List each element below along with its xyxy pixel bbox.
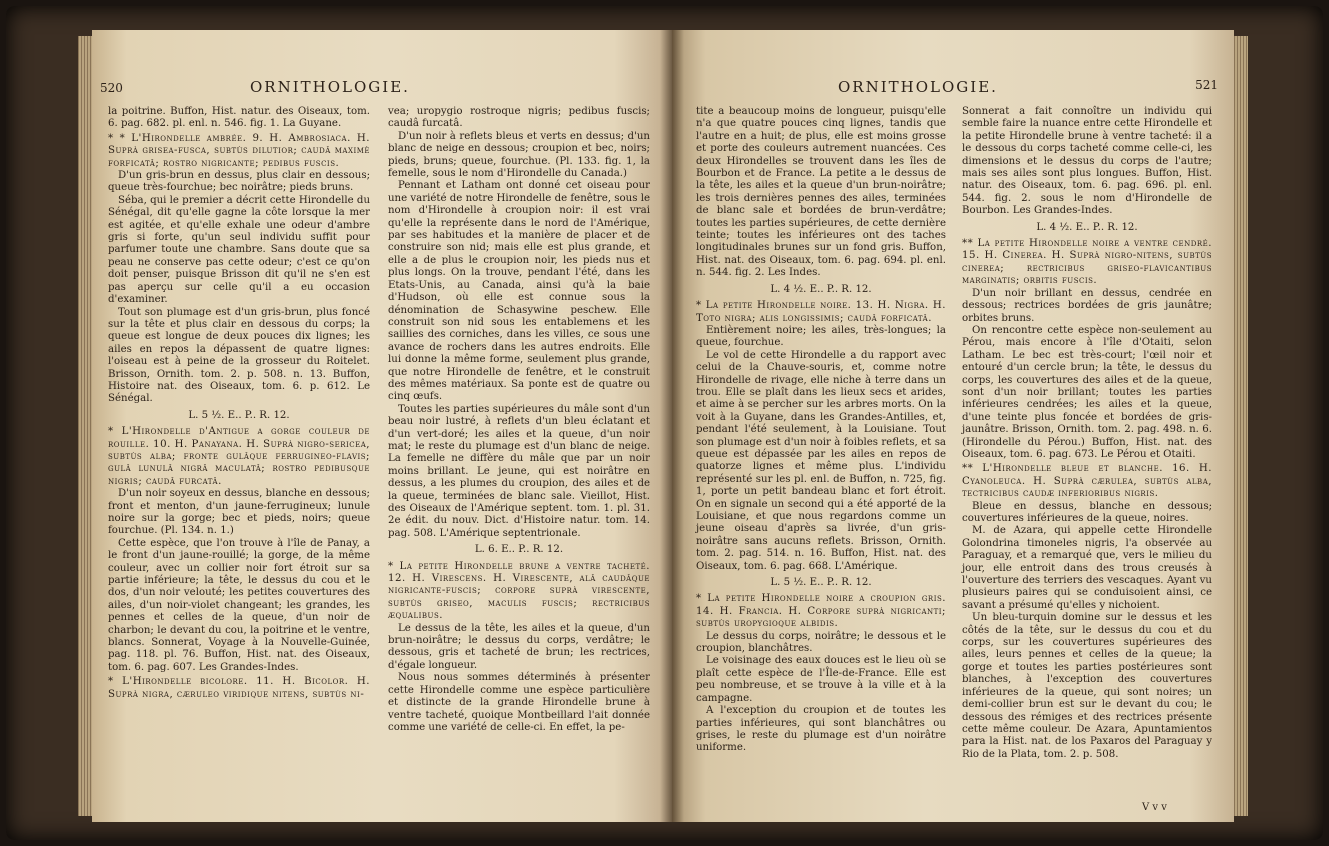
paragraph: Entièrement noire; les ailes, très-longues; la queue, fourchue. bbox=[696, 324, 946, 349]
signature-mark: V v v bbox=[1142, 802, 1167, 813]
left-column-1 bbox=[108, 104, 370, 701]
species-heading: * La petite Hirondelle noire. 13. H. Nigra. H. Toto nigra; alis longissimis; caudâ forficatâ. bbox=[696, 300, 946, 324]
measurement-line: L. 5 ½. E.. P.. R. 12. bbox=[770, 577, 872, 589]
species-heading: * La petite Hirondelle noire a croupion gris. 14. H. Francia. H. Corpore suprà nigricanti; subtùs uropygioque albidis. bbox=[696, 593, 946, 630]
species-heading: * L'Hirondelle bicolore. 11. H. Bicolor. H. Suprà nigra, cæruleo viridique nitens, subtùs ni- bbox=[108, 676, 370, 700]
species-heading: * L'Hirondelle d'Antigue a gorge couleur de rouille. 10. H. Panayana. H. Suprà nigro-sericea, subtùs alba; fronte gulâque ferrugineo-flavis; gulâ lunulâ nigrâ maculatâ; rostro pedibusque nigris; caudâ furcatâ. bbox=[108, 426, 370, 487]
paragraph: vea; uropygio rostroque nigris; pedibus fuscis; caudâ furcatâ. bbox=[388, 106, 650, 130]
paragraph: Pennant et Latham ont donné cet oiseau pour une variété de notre Hirondelle de fenêtre, sous le nom d'Hirondelle à croupion noir: il est vrai qu'elle la représente dans le nord de l'Amérique, par ses habitudes et la manière de placer et de construire son nid; mais elle est plus grande, et elle a de plus le croupion noir, les pieds nus et plus longs. On la trouve, pendant l'été, dans les Etats-Unis, au Canada, ainsi qu'à la baie d'Hudson, où elle est connue sous la dénomination de Schasywine peschew. Elle construit son nid sous les entablemens et les saillies des corniches, dans les villes, ce sous une avance de rochers dans les autres endroits. Elle lui donne la même forme, seulement plus grande, que notre Hirondelle de fenêtre, et le construit des mêmes matériaux. Sa ponte est de quatre ou cinq œufs. bbox=[388, 180, 650, 403]
paragraph: Le dessus de la tête, les ailes et la queue, d'un brun-noirâtre; le dessus du corps, verdâtre; le dessous, gris et tacheté de brun; les rectrices, d'égale longueur. bbox=[388, 622, 650, 671]
species-heading: ** L'Hirondelle bleue et blanche. 16. H. Cyanoleuca. H. Suprà cærulea, subtùs alba, tectricibus caudæ inferioribus nigris. bbox=[962, 463, 1212, 500]
measurement-line: L. 4 ½. E.. P.. R. 12. bbox=[770, 283, 872, 295]
right-page-edges bbox=[1234, 36, 1248, 816]
left-header bbox=[100, 78, 660, 96]
book-gutter bbox=[660, 30, 684, 822]
species-heading: * La petite Hirondelle brune a ventre tacheté. 12. H. Virescens. H. Virescente, alâ caudâque nigricante-fuscis; corpore suprà virescente, subtùs griseo, maculis fuscis; rectricibus æqualibus. bbox=[388, 560, 650, 622]
paragraph: D'un noir brillant en dessus, cendrée en dessous; rectrices bordées de gris jaunâtre; orbites bruns. bbox=[962, 287, 1212, 324]
paragraph: D'un gris-brun en dessus, plus clair en dessous; queue très-fourchue; bec noirâtre; pieds bruns. bbox=[108, 170, 370, 194]
right-page bbox=[672, 30, 1234, 822]
right-column-1 bbox=[696, 104, 946, 755]
measurement-line: L. 6. E.. P.. R. 12. bbox=[474, 544, 564, 556]
paragraph: Bleue en dessus, blanche en dessous; couvertures inférieures de la queue, noires. bbox=[962, 500, 1212, 524]
paragraph: Cette espèce, que l'on trouve à l'île de Panay, a le front d'un jaune-rouillé; la gorge, de la même couleur, avec un collier noir fort étroit sur sa partie inférieure; la tête, le dessus du cou et le dos, d'un noir velouté; les petites couvertures des ailes, d'un noir-violet changeant; les grandes, les pennes et celles de la queue, d'un noir de charbon; le devant du cou, la poitrine et le ventre, blancs. Sonnerat, Voyage à la Nouvelle-Guinée, pag. 118. pl. 76. Buffon, Hist. nat. des Oiseaux, tom. 6. pag. 607. Les Grandes-Indes. bbox=[108, 537, 370, 673]
measurement-line: L. 4 ½. E.. P.. R. 12. bbox=[1036, 221, 1138, 233]
paragraph: Sonnerat a fait connoître un individu qui semble faire la nuance entre cette Hirondelle et la petite Hirondelle brune à ventre tacheté: il a le dessous du corps tacheté comme celle-ci, les dimensions et le dessus du corps de l'autre; mais ses ailes sont plus longues. Buffon, Hist. natur. des Oiseaux, tom. 6. pag. 696. pl. enl. 544. fig. 2. sous le nom d'Hirondelle de Bourbon. Les Grandes-Indes. bbox=[962, 106, 1212, 217]
paragraph: tite a beaucoup moins de longueur, puisqu'elle n'a que quatre pouces cinq lignes, tandis que l'autre en a huit; de plus, elle est moins grosse et porte des couleurs autrement nuancées. Ces deux Hirondelles se trouvent dans les îles de Bourbon et de France. La petite a le dessus de la tête, les ailes et la queue d'un brun-noirâtre; les trois dernières pennes des ailes, terminées de blanc sale et bordées de brun-verdâtre; toutes les parties supérieures, de cette dernière teinte; toutes les inférieures ont des taches longitudinales brunes sur un fond gris. Buffon, Hist. nat. des Oiseaux, tom. 6. pag. 694. pl. enl. n. 544. fig. 2. Les Indes. bbox=[696, 106, 946, 279]
paragraph: la poitrine. Buffon, Hist. natur. des Oiseaux, tom. 6. pag. 682. pl. enl. n. 546. fig. 1. La Guyane. bbox=[108, 106, 370, 130]
paragraph: Toutes les parties supérieures du mâle sont d'un beau noir lustré, à reflets d'un bleu éclatant et d'un vert-doré; les ailes et la queue, d'un noir mat; le reste du plumage est d'un blanc de neige. La femelle ne diffère du mâle que par un noir moins brillant. Le jeune, qui est noirâtre en dessus, a les plumes du croupion, des ailes et de la queue, terminées de blanc sale. Vieillot, Hist. des Oiseaux de l'Amérique septent. tom. 1. pl. 31. 2e édit. du nouv. Dict. d'Histoire natur. tom. 14. pag. 508. L'Amérique septentrionale. bbox=[388, 403, 650, 539]
right-running-head: ORNITHOLOGIE. bbox=[838, 78, 998, 96]
paragraph: A l'exception du croupion et de toutes les parties inférieures, qui sont blanchâtres ou grises, le reste du plumage est d'un noirâtre uniforme. bbox=[696, 705, 946, 754]
paragraph: Le vol de cette Hirondelle a du rapport avec celui de la Chauve-souris, et, comme notre Hirondelle de rivage, elle niche à terre dans un trou. Elle se plaît dans les lieux secs et arides, et aime à se percher sur les arbres morts. On la voit à la Guyane, dans les Grandes-Antilles, et, pendant l'été seulement, à la Louisiane. Tout son plumage est d'un noir à foibles reflets, et sa queue est dépassée par les ailes en repos de quatorze lignes et même plus. L'individu représenté sur les pl. enl. de Buffon, n. 725, fig. 1, porte un petit bandeau blanc et fort étroit. On en signale un second qui a été apporté de la Louisiane, et que nous regardons comme un jeune oiseau d'après sa livrée, d'un gris-noirâtre sans aucuns reflets. Brisson, Ornith. tom. 2. pag. 514. n. 16. Buffon, Hist. nat. des Oiseaux, tom. 6. pag. 668. L'Amérique. bbox=[696, 349, 946, 572]
left-column-2 bbox=[388, 104, 650, 734]
paragraph: D'un noir soyeux en dessus, blanche en dessous; front et menton, d'un jaune-ferrugineux; lunule noire sur la gorge; bec et pieds, noirs; queue fourchue. (Pl. 134. n. 1.) bbox=[108, 488, 370, 537]
species-heading: * * L'Hirondelle ambrée. 9. H. Ambrosiaca. H. Suprà grisea-fusca, subtùs dilutior; caudâ maximè forficatâ; rostro nigricante; pedibus fuscis. bbox=[108, 132, 370, 169]
paragraph: Nous nous sommes déterminés à présenter cette Hirondelle comme une espèce particulière et distincte de la grande Hirondelle brune à ventre tacheté, quoique Montbeillard l'ait donnée comme une variété de celle-ci. En effet, la pe- bbox=[388, 672, 650, 733]
paragraph: Tout son plumage est d'un gris-brun, plus foncé sur la tête et plus clair en dessous du corps; la queue est longue de deux pouces dix lignes; les ailes en repos la dépassent de quatre lignes: l'oiseau est à peine de la grosseur du Roitelet. Brisson, Ornith. tom. 2. p. 508. n. 13. Buffon, Histoire nat. des Oiseaux, tom. 6. p. 612. Le Sénégal. bbox=[108, 306, 370, 405]
paragraph: Le dessus du corps, noirâtre; le dessous et le croupion, blanchâtres. bbox=[696, 630, 946, 655]
right-page-number: 521 bbox=[1195, 78, 1218, 92]
paragraph: On rencontre cette espèce non-seulement au Pérou, mais encore à l'île d'Otaiti, selon Latham. Le bec est très-court; l'œil noir et entouré d'un cercle brun; la tête, le dessus du corps, les couvertures des ailes et de la queue, sont d'un noir brillant; toutes les parties inférieures cendrées; les ailes et la queue, d'une teinte plus foncée et bordées de gris-jaunâtre. Brisson, Ornith. tom. 2. pag. 498. n. 6. (Hirondelle du Pérou.) Buffon, Hist. nat. des Oiseaux, tom. 6. pag. 673. Le Pérou et Otaiti. bbox=[962, 324, 1212, 460]
right-column-2 bbox=[962, 104, 1212, 761]
species-heading: ** La petite Hirondelle noire a ventre cendré. 15. H. Cinerea. H. Suprà nigro-nitens, subtùs cinerea; rectricibus griseo-flavicantibus marginatis; orbitis fuscis. bbox=[962, 238, 1212, 287]
paragraph: Un bleu-turquin domine sur le dessus et les côtés de la tête, sur le dessus du cou et du corps, sur les couvertures supérieures des ailes, leurs pennes et celles de la queue; la gorge et toutes les parties postérieures sont blanches, à l'exception des couvertures inférieures de la queue, qui sont noires; un demi-collier brun est sur le devant du cou; le dessous des rémiges et des rectrices présente cette même couleur. De Azara, Apuntamientos para la Hist. nat. de los Paxaros del Paraguay y Rio de la Plata, tom. 2. p. 508. bbox=[962, 612, 1212, 760]
measurement-line: L. 5 ½. E.. P.. R. 12. bbox=[188, 409, 290, 421]
left-page-number: 520 bbox=[100, 81, 123, 95]
paragraph: D'un noir à reflets bleus et verts en dessus; d'un blanc de neige en dessous; croupion et bec, noirs; pieds, bruns; queue, fourchue. (Pl. 133. fig. 1, la femelle, sous le nom d'Hirondelle du Canada.) bbox=[388, 130, 650, 180]
left-page-edges bbox=[78, 36, 92, 816]
paragraph: M. de Azara, qui appelle cette Hirondelle Golondrina timoneles nigris, l'a observée au Paraguay, et a remarqué que, vers le milieu du jour, elle entroit dans des trous creusés à l'ouverture des terriers des vescaques. Ayant vu plusieurs paires qui se conduisoient ainsi, ce savant a présumé qu'elles y nichoient. bbox=[962, 525, 1212, 611]
paragraph: Séba, qui le premier a décrit cette Hirondelle du Sénégal, dit qu'elle gagne la côte lorsque la mer est agitée, et qu'elle exhale une odeur d'ambre gris si forte, qu'un seul individu suffit pour parfumer toute une chambre. Sans doute que sa peau ne conserve pas cette odeur; c'est ce qu'on doit penser, puisque Brisson dit qu'il ne s'en est pas aperçu sur celle qu'il a eu occasion d'examiner. bbox=[108, 194, 371, 306]
left-page bbox=[92, 30, 672, 822]
paragraph: Le voisinage des eaux douces est le lieu où se plaît cette espèce de l'Île-de-France. Elle est peu nombreuse, et se trouve à la ville et à la campagne. bbox=[696, 655, 946, 704]
left-running-head: ORNITHOLOGIE. bbox=[250, 78, 410, 96]
